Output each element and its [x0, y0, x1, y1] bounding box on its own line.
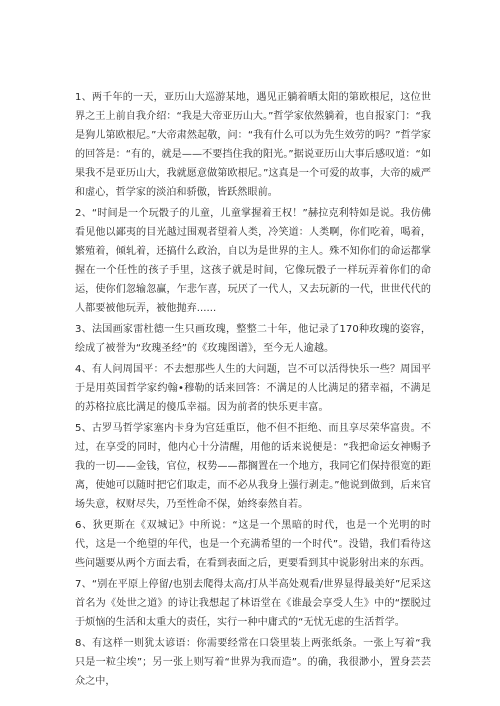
paragraph-3: 3、法国画家雷杜德一生只画玫瑰，整整二十年，他记录了170种玫瑰的姿容，绘成了被誉为“玫瑰圣经”的《玫瑰图谱》，至今无人逾越。	[75, 324, 431, 354]
paragraph-4: 4、有人问周国平：不去想那些人生的大问题，岂不可以活得快乐一些？周国平于是用英国哲学家约翰•穆勒的话来回答：不满足的人比满足的猪幸福，不满足的苏格拉底比满足的傻瓜幸福。因为前者的快乐更丰富。	[75, 364, 431, 413]
paragraph-8: 8、有这样一则犹太谚语：你需要经常在口袋里装上两张纸条。一张上写着“我只是一粒尘埃”；另一张上则写着“世界为我而造”。的确，我很渺小，置身芸芸众之中，	[75, 638, 431, 687]
paragraph-2: 2、“时间是一个玩骰子的儿童，儿童掌握着王权！”赫拉克利特如是说。我仿佛看见他以鄙夷的目光越过围观者望着人类，冷笑道：人类啊，你们吃着，喝着，繁殖着，倾轧着，还搞什么政治，自以为是世界的主人。殊不知你们的命运都掌握在一个任性的孩子手里，这孩子就是时间，它像玩骰子一样玩弄着你们的命运，使你们忽输忽赢，乍悲乍喜，玩厌了一代人，又去玩新的一代，世世代代的人都要被他玩弄，被他抛弃......	[75, 208, 431, 314]
paragraph-7: 7、“别在平原上停留/也别去爬得太高/打从半高处观看/世界显得最美好”尼采这首名为《处世之道》的诗让我想起了林语堂在《谁最会享受人生》中的“摆脱过于烦恼的生活和太重大的责任，实行一种中庸式的“无忧无虑的生活哲学。	[75, 579, 431, 628]
document-body	[75, 88, 431, 693]
paragraph-5: 5、古罗马哲学家塞内卡身为宫廷重臣，他不但不拒绝、而且享尽荣华富贵。不过，在享受的同时，他内心十分清醒，用他的话来说便是：“我把命运女神赐予我的一切——金钱，官位，权势——都搁置在一个地方，我同它们保持很宽的距离，使她可以随时把它们取走，而不必从我身上强行剥走。”他说到做到，后来官场失意，权财尽失，乃至性命不保，始终泰然自若。	[75, 423, 431, 510]
paragraph-6: 6、狄更斯在《双城记》中所说：“这是一个黑暗的时代，也是一个光明的时代，这是一个绝望的年代，也是一个充满希望的一个时代”。没错，我们看待这些问题要从两个方面去看，在看到表面之后，更要看到其中说影射出来的东西。	[75, 520, 431, 569]
paragraph-1: 1、两千年的一天，亚历山大巡游某地，遇见正躺着晒太阳的第欧根尼，这位世界之王上前自我介绍：“我是大帝亚历山大。”哲学家依然躺着，也自报家门：“我是狗儿第欧根尼。”大帝肃然起敬，问：“我有什么可以为先生效劳的吗？”哲学家的回答是：“有的，就是——不要挡住我的阳光。”据说亚历山大事后感叹道：“如果我不是亚历山大，我就愿意做第欧根尼。”这真是一个可爱的故事，大帝的威严和虚心，哲学家的淡泊和骄傲，皆跃然眼前。	[75, 92, 431, 198]
